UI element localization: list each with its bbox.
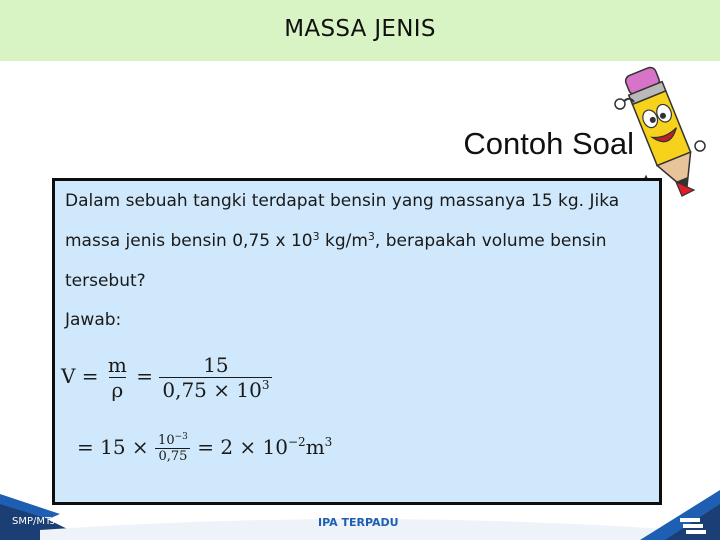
footer-band <box>0 490 720 540</box>
footer-school-label: SMP/MTs <box>12 516 55 527</box>
equation-result: = 15 × $\frac{10^{-3}}{0,75}$ = $2 \times 10^{-2}m^3$ <box>77 432 333 464</box>
subtitle: Contoh Soal <box>463 126 634 161</box>
problem-line-2: massa jenis bensin 0,75 x $10^3$ $kg/m^3$, berapakah volume bensin <box>65 230 607 251</box>
problem-line-1: Dalam sebuah tangki terdapat bensin yang massanya 15 kg. Jika <box>65 191 620 211</box>
page-title: MASSA JENIS <box>284 16 436 42</box>
problem-box <box>52 178 662 505</box>
title-bar <box>0 0 720 61</box>
equation-volume: V = $\frac{m}{\rho}$ = $\frac{15}{0,75 \times 10^3}$ <box>61 353 272 402</box>
problem-line-3: tersebut? <box>65 271 146 291</box>
answer-label: Jawab: <box>65 310 122 330</box>
footer-subject-label: IPA TERPADU <box>318 516 399 529</box>
